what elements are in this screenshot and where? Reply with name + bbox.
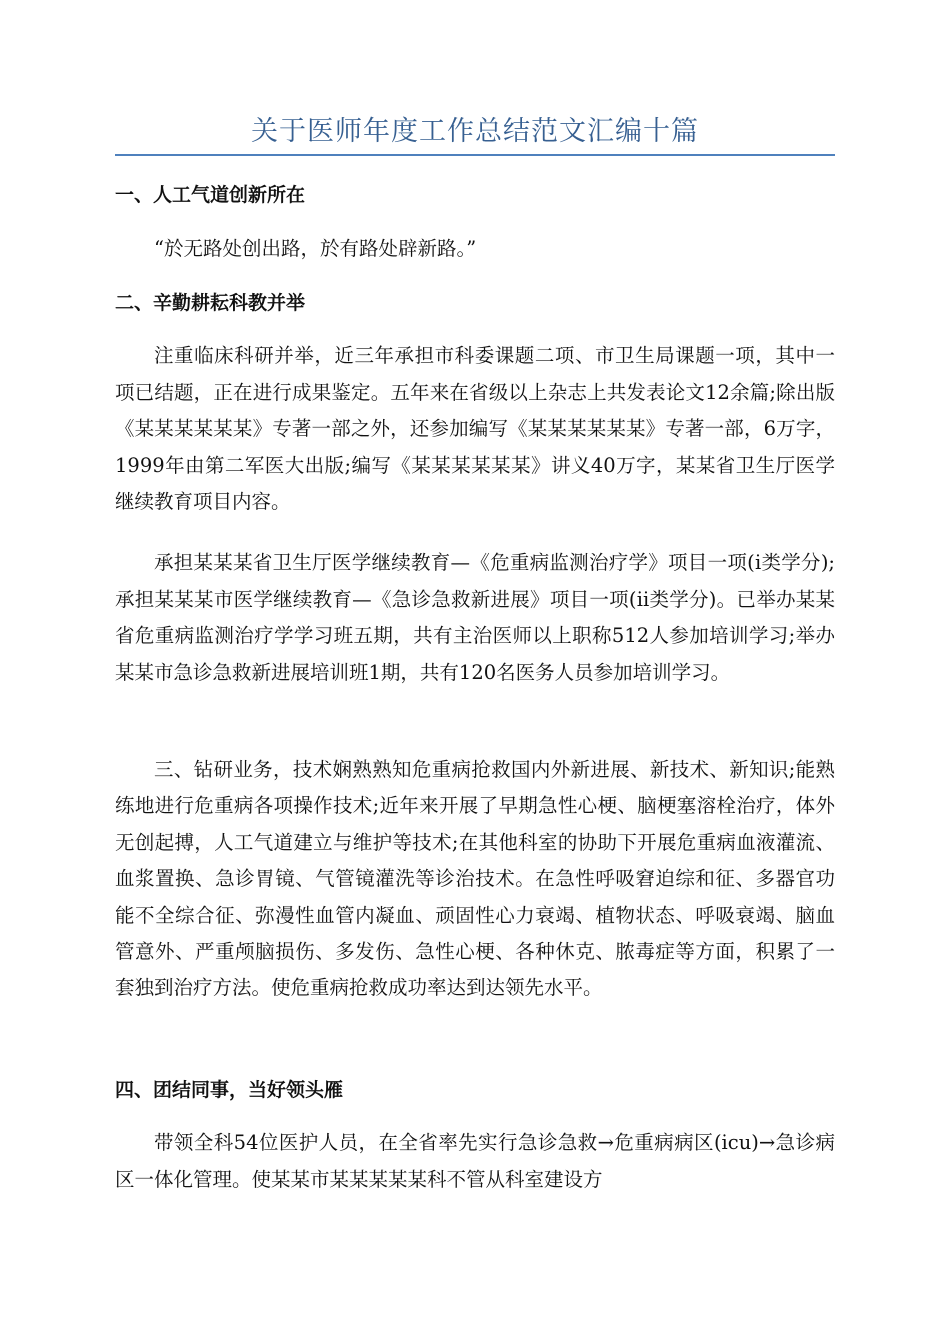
title-underline	[115, 154, 835, 156]
paragraph-team: 带领全科54位医护人员，在全省率先实行急诊急救→危重病病区(icu)→急诊病区一体化管理。使某某市某某某某某科不管从科室建设方	[115, 1131, 835, 1191]
document-title: 关于医师年度工作总结范文汇编十篇	[251, 116, 699, 147]
section-heading-4: 四、团结同事，当好领头雁	[115, 1079, 344, 1101]
section-heading-2: 二、辛勤耕耘科教并举	[115, 292, 306, 314]
paragraph-research: 注重临床科研并举，近三年承担市科委课题二项、市卫生局课题一项，其中一项已结题，正在进行成果鉴定。五年来在省级以上杂志上共发表论文12余篇;除出版《某某某某某某》专著一部之外，还参加编写《某某某某某某》专著一部，6万字，1999年由第二军医大出版;编写《某某某某某某》讲义40万字，某某省卫生厅医学继续教育项目内容。	[115, 344, 835, 514]
section-heading-1: 一、人工气道创新所在	[115, 184, 306, 206]
paragraph-education: 承担某某某省卫生厅医学继续教育—《危重病监测治疗学》项目一项(ⅰ类学分);承担某某某市医学继续教育—《急诊急救新进展》项目一项(ⅱ类学分)。已举办某某省危重病监测治疗学学习班五期，共有主治医师以上职称512人参加培训学习;举办某某市急诊急救新进展培训班1期，共有120名医务人员参加培训学习。	[115, 551, 835, 684]
quote-paragraph: “於无路处创出路，於有路处辟新路。”	[154, 237, 477, 260]
paragraph-skills: 三、钻研业务，技术娴熟熟知危重病抢救国内外新进展、新技术、新知识;能熟练地进行危重病各项操作技术;近年来开展了早期急性心梗、脑梗塞溶栓治疗，体外无创起搏，人工气道建立与维护等技术;在其他科室的协助下开展危重病血液灌流、血浆置换、急诊胃镜、气管镜灌洗等诊治技术。在急性呼吸窘迫综和征、多器官功能不全综合征、弥漫性血管内凝血、顽固性心力衰竭、植物状态、呼吸衰竭、脑血管意外、严重颅脑损伤、多发伤、急性心梗、各种休克、脓毒症等方面，积累了一套独到治疗方法。使危重病抢救成功率达到达领先水平。	[115, 758, 835, 1000]
